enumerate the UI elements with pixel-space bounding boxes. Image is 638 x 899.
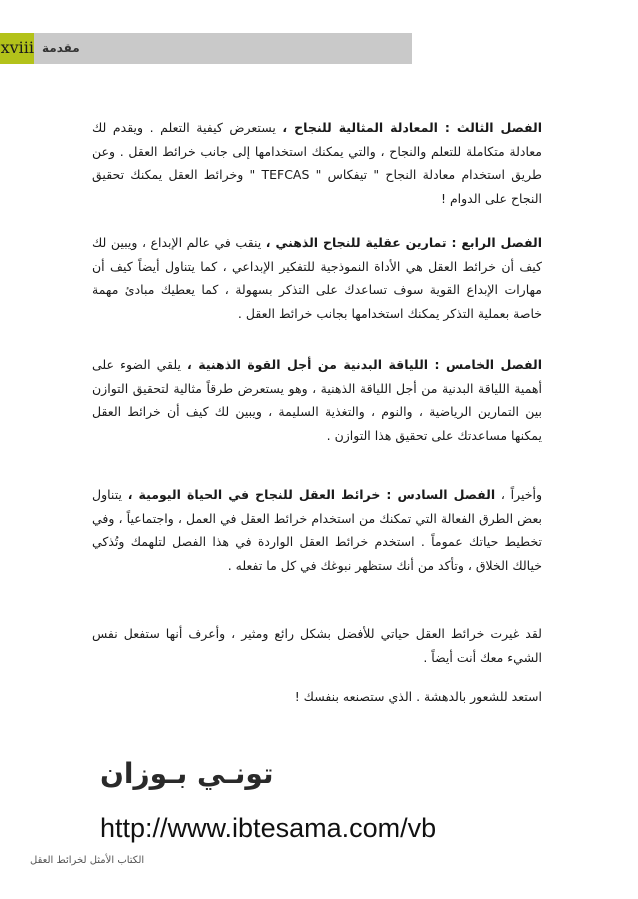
watermark-url: http://www.ibtesama.com/vb	[100, 813, 437, 843]
chapter-6-text: يتناول بعض الطرق الفعالة التي تمكنك من استخدام خرائط العقل في العمل ، واجتماعياً ، وفي تخطيط حياتك عموماً . استخدم خرائط العقل الواردة في هذا الفصل لتلهمك وتُذكي خيالك الخلاق ، وتأكد من أنك ستظهر نبوغك في كل ما تفعله .	[92, 487, 542, 573]
author-signature: تونـي بـوزان	[100, 757, 274, 790]
chapter-3-heading: الفصل الثالث : المعادلة المثالية للنجاح ،	[282, 120, 542, 135]
chapter-5-text: يلقي الضوء على أهمية اللياقة البدنية من أجل اللياقة الذهنية ، وهو يستعرض طرقاً مثالية لتحقيق التوازن بين التمارين الرياضية ، والنوم ، والتغذية السليمة ، ويبين لك كيف أن خرائط العقل يمكنها مساعدتك على تحقيق هذا التوازن .	[92, 357, 542, 443]
final-text: استعد للشعور بالدهشة . الذي ستصنعه بنفسك !	[294, 689, 542, 704]
chapter-3-text: يستعرض كيفية التعلم . ويقدم لك معادلة متكاملة للتعلم والنجاح ، والتي يمكنك استخدامها إلى جانب خرائط العقل . وعن طريق استخدام معادلة النجاح " تيفكاس " TEFCAS " وخرائط العقل يمكنك تحقيق النجاح على الدوام !	[92, 120, 542, 206]
paragraph-chapter-3	[92, 116, 542, 210]
chapter-4-heading: الفصل الرابع : تمارين عقلية للنجاح الذهني ،	[265, 235, 542, 250]
section-title: مقدمة	[42, 41, 80, 55]
chapter-6-heading: الفصل السادس : خرائط العقل للنجاح في الحياة اليومية ،	[127, 487, 496, 502]
closing-text: لقد غيرت خرائط العقل حياتي للأفضل بشكل رائع ومثير ، وأعرف أنها ستفعل نفس الشيء معك أنت أيضاً .	[92, 626, 542, 665]
chapter-4-text: ينقب في عالم الإبداع ، ويبين لك كيف أن خرائط العقل هي الأداة النموذجية للتفكير الإبداعي ، كما يتناول أيضاً كيف أن مهارات الإبداع القوية سوف تساعدك على التذكر بسهولة ، كما يعطيك مبادئ مهمة خاصة بعملية التذكر يمكنك استخدامها بجانب خرائط العقل .	[92, 235, 542, 321]
chapter-6-lead: وأخيراً ،	[495, 487, 542, 502]
paragraph-chapter-6	[92, 483, 542, 577]
paragraph-chapter-5	[92, 353, 542, 447]
paragraph-final	[92, 685, 542, 709]
chapter-5-heading: الفصل الخامس : اللياقة البدنية من أجل القوة الذهنية ،	[187, 357, 542, 372]
page-number: xviii	[0, 38, 34, 57]
paragraph-closing	[92, 622, 542, 669]
footer-book-title: الكتاب الأمثل لخرائط العقل	[30, 855, 145, 866]
paragraph-chapter-4	[92, 231, 542, 325]
